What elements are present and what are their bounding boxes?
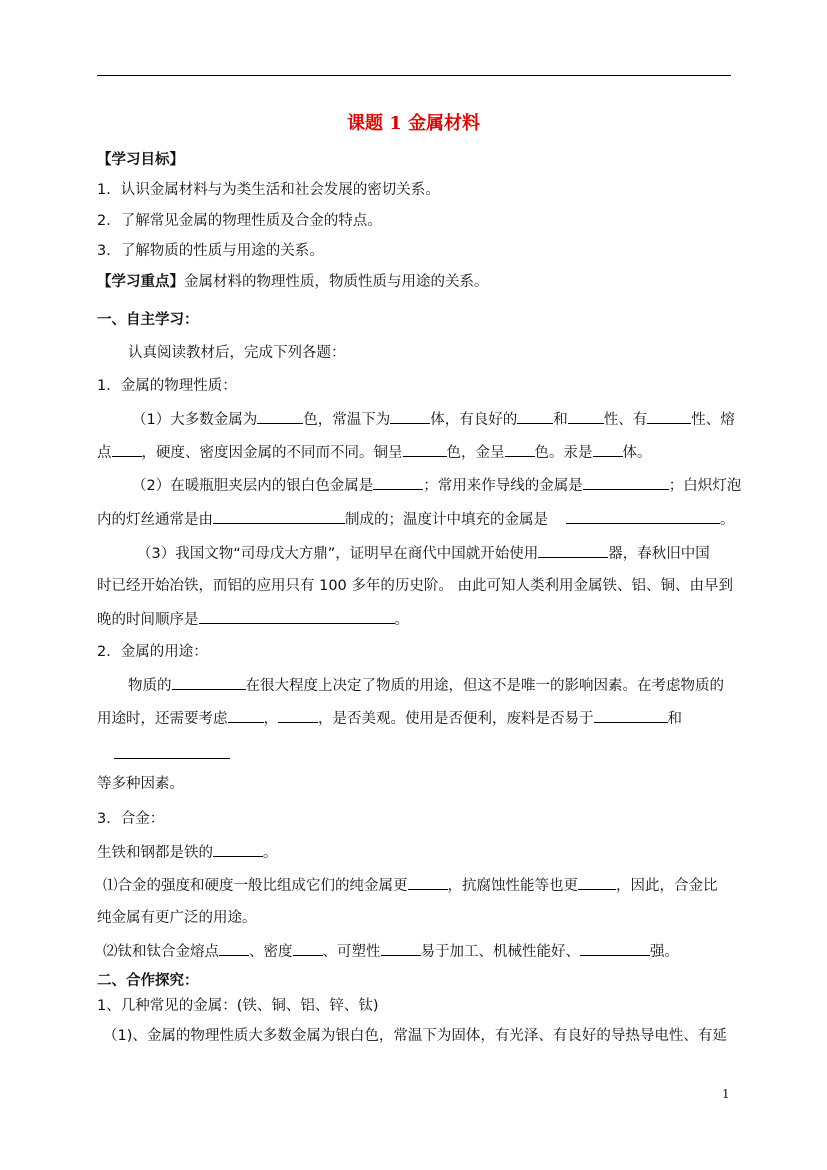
q1-2-line-b: 内的灯丝通常是由 制成的；温度计中填充的金属是 。	[97, 509, 735, 530]
coop-item-1-1: （1)、金属的物理性质大多数金属为银白色，常温下为固体，有光泽、有良好的导热导电性、有延	[103, 1028, 727, 1044]
key-points	[97, 272, 489, 292]
blank[interactable]	[390, 409, 430, 424]
key-points-label: 【学习重点】	[97, 274, 184, 290]
blank[interactable]	[566, 509, 720, 524]
q1-3-line-b: 时已经开始冶铁，而铝的应用只有 100 多年的历史阶。 由此可知人类利用金属铁、铝、铜、由早到	[97, 578, 733, 594]
q3-heading: 3．合金：	[97, 811, 165, 827]
q2-line-a: 物质的 在很大程度上决定了物质的用途，但这不是唯一的影响因素。在考虑物质的	[128, 675, 724, 696]
blank[interactable]	[293, 941, 323, 956]
blank[interactable]	[594, 708, 668, 723]
blank[interactable]	[373, 475, 423, 490]
q3-1-line-b: 纯金属有更广泛的用途。	[97, 910, 257, 926]
blank[interactable]	[112, 442, 142, 457]
blank[interactable]	[114, 744, 230, 759]
page-number: 1	[722, 1087, 730, 1101]
blank[interactable]	[257, 409, 303, 424]
blank[interactable]	[213, 509, 345, 524]
objective-1: 1．认识金属材料与为类生活和社会发展的密切关系。	[97, 182, 440, 198]
blank[interactable]	[583, 475, 669, 490]
q1-2-line-a: （2）在暖瓶胆夹层内的银白色金属是 ；常用来作导线的金属是 ；白炽灯泡	[132, 475, 741, 496]
blank[interactable]	[219, 941, 249, 956]
section-self-study-heading: 一、自主学习：	[97, 312, 199, 328]
coop-item-1: 1、几种常见的金属：(铁、铜、铝、锌、钛)	[97, 998, 379, 1014]
instruction: 认真阅读教材后，完成下列各题：	[128, 345, 346, 361]
objective-3: 3．了解物质的性质与用途的关系。	[97, 243, 324, 259]
blank[interactable]	[538, 543, 608, 558]
q3-line-a: 生铁和钢都是铁的 。	[97, 842, 278, 863]
objective-2: 2．了解常见金属的物理性质及合金的特点。	[97, 213, 382, 229]
blank[interactable]	[199, 609, 395, 624]
q1-1-line-a: （1）大多数金属为 色，常温下为 体，有良好的 和 性、有 性、熔	[132, 409, 735, 430]
page-title: 课题 1 金属材料	[346, 113, 481, 134]
blank[interactable]	[278, 708, 318, 723]
blank[interactable]	[213, 842, 263, 857]
q1-3-line-a: （3）我国文物“司母戊大方鼎”，证明早在商代中国就开始使用 器，春秋旧中国	[137, 543, 710, 564]
blank[interactable]	[578, 875, 616, 890]
q2-line-b: 用途时，还需要考虑 ， ，是否美观。使用是否便利，废料是否易于 和	[97, 708, 682, 729]
blank[interactable]	[228, 708, 264, 723]
blank[interactable]	[647, 409, 691, 424]
section-objectives-heading: 【学习目标】	[97, 152, 184, 168]
blank[interactable]	[381, 941, 421, 956]
blank[interactable]	[593, 442, 623, 457]
section-cooperation-heading: 二、合作探究：	[97, 973, 199, 989]
header-rule	[97, 75, 731, 76]
blank[interactable]	[517, 409, 553, 424]
q3-1-line-a: ⑴合金的强度和硬度一般比组成它们的纯金属更 ，抗腐蚀性能等也更 ，因此，合金比	[103, 875, 718, 896]
q2-line-c: 等多种因素。	[97, 776, 184, 792]
key-points-text: 金属材料的物理性质，物质性质与用途的关系。	[184, 274, 489, 290]
q3-2-line: ⑵钛和钛合金熔点 、密度 、可塑性 易于加工、机械性能好、 强。	[103, 941, 679, 962]
blank[interactable]	[172, 675, 246, 690]
blank[interactable]	[505, 442, 535, 457]
blank[interactable]	[403, 442, 447, 457]
q2-heading: 2．金属的用途：	[97, 644, 208, 660]
blank[interactable]	[568, 409, 604, 424]
q1-3-line-c: 晚的时间顺序是 。	[97, 609, 409, 630]
q1-heading: 1．金属的物理性质：	[97, 378, 237, 394]
blank[interactable]	[580, 941, 650, 956]
blank[interactable]	[408, 875, 448, 890]
q1-1-line-b: 点 ，硬度、密度因金属的不同而不同。铜呈 色，金呈 色。汞是 体。	[97, 442, 652, 463]
